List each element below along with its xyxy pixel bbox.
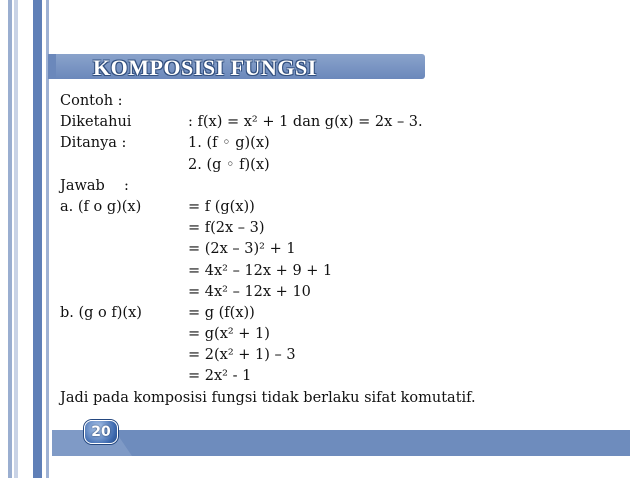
conclusion-text: Jadi pada komposisi fungsi tidak berlaku sifat komutatif. bbox=[60, 389, 476, 406]
footer-band bbox=[52, 430, 630, 456]
part-a-step: = (2x – 3)² + 1 bbox=[188, 241, 296, 258]
left-decor-bar bbox=[8, 0, 12, 478]
part-a-step: = f(2x – 3) bbox=[188, 220, 265, 237]
page-number-badge: 20 bbox=[84, 420, 118, 444]
diketahui-text: : f(x) = x² + 1 dan g(x) = 2x – 3. bbox=[188, 114, 423, 131]
ditanya-q1: 1. (f ◦ g)(x) bbox=[188, 135, 270, 152]
part-b-step: = 2x² - 1 bbox=[188, 368, 252, 385]
part-b-step: = 2(x² + 1) – 3 bbox=[188, 347, 296, 364]
part-a-step: = 4x² – 12x + 10 bbox=[188, 283, 311, 300]
contoh-label: Contoh : bbox=[60, 93, 123, 109]
part-a-step: = 4x² – 12x + 9 + 1 bbox=[188, 262, 333, 279]
slide-title: KOMPOSISI FUNGSI bbox=[93, 55, 317, 80]
jawab-label: Jawab bbox=[60, 177, 105, 194]
ditanya-q2: 2. (g ◦ f)(x) bbox=[188, 156, 270, 173]
part-a-label: a. (f o g)(x) bbox=[60, 198, 142, 215]
part-a-step: = f (g(x)) bbox=[188, 198, 255, 215]
left-decor-bar bbox=[33, 0, 42, 478]
part-b-step: = g (f(x)) bbox=[188, 304, 255, 321]
part-b-step: = g(x² + 1) bbox=[188, 326, 270, 343]
diketahui-label: Diketahui bbox=[60, 114, 132, 131]
ditanya-label: Ditanya : bbox=[60, 135, 127, 152]
part-b-label: b. (g o f)(x) bbox=[60, 304, 142, 321]
jawab-colon: : bbox=[124, 177, 129, 194]
left-decor-bar bbox=[14, 0, 18, 478]
